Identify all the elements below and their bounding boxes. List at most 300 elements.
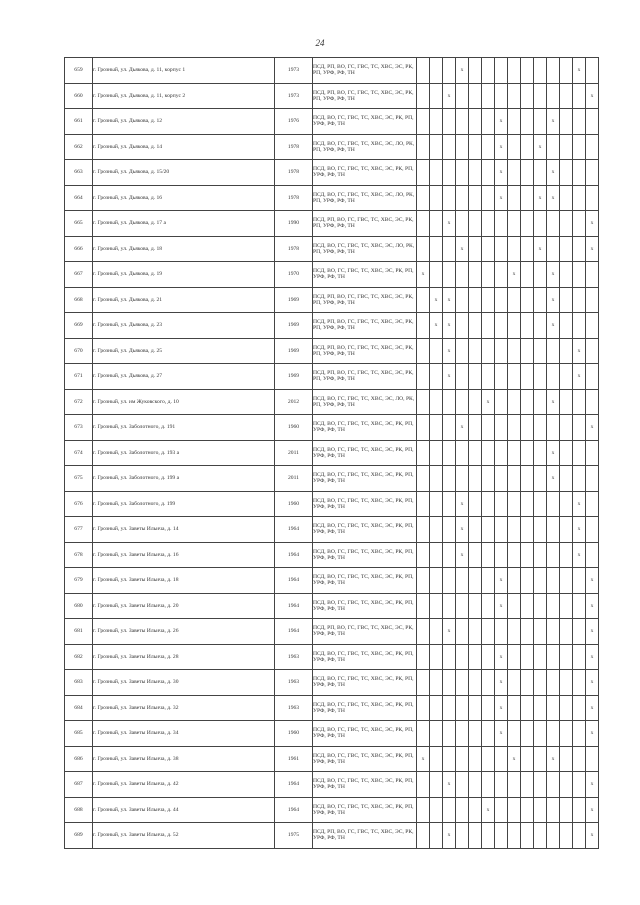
row-number-cell: 661 — [65, 109, 93, 135]
mark-cell: x — [586, 797, 599, 823]
mark-cell: x — [456, 542, 469, 568]
mark-cell — [547, 58, 560, 84]
mark-cell — [469, 313, 482, 339]
mark-cell — [456, 109, 469, 135]
row-number-cell: 665 — [65, 211, 93, 237]
mark-cell: x — [586, 83, 599, 109]
mark-cell — [508, 109, 521, 135]
mark-cell — [586, 313, 599, 339]
mark-cell — [508, 313, 521, 339]
mark-cell — [469, 593, 482, 619]
mark-cell — [534, 772, 547, 798]
mark-cell — [534, 823, 547, 849]
mark-cell — [573, 695, 586, 721]
mark-cell — [495, 58, 508, 84]
mark-cell — [495, 542, 508, 568]
mark-cell — [456, 746, 469, 772]
mark-cell — [456, 313, 469, 339]
mark-cell — [560, 619, 573, 645]
row-number-cell: 679 — [65, 568, 93, 594]
mark-cell: x — [586, 415, 599, 441]
mark-cell — [469, 262, 482, 288]
mark-cell — [430, 109, 443, 135]
mark-cell — [482, 542, 495, 568]
mark-cell — [430, 364, 443, 390]
systems-cell: ПСД, ВО, ГС, ГВС, ТС, ХВС, ЭС, РК, РП, УРФ, РФ, ТН — [313, 517, 417, 543]
mark-cell — [482, 160, 495, 186]
table-row — [65, 695, 599, 721]
mark-cell — [560, 287, 573, 313]
mark-cell — [586, 109, 599, 135]
mark-cell — [482, 58, 495, 84]
mark-cell — [469, 58, 482, 84]
mark-cell: x — [443, 772, 456, 798]
mark-cell — [443, 517, 456, 543]
address-cell: г. Грозный, ул. Заветы Ильича, д. 14 — [93, 517, 275, 543]
mark-cell — [417, 440, 430, 466]
mark-cell — [482, 644, 495, 670]
mark-cell — [547, 721, 560, 747]
systems-cell: ПСД, ВО, ГС, ГВС, ТС, ХВС, ЭС, РК, РП, УРФ, РФ, ТН — [313, 440, 417, 466]
mark-cell — [547, 695, 560, 721]
year-cell: 1960 — [275, 491, 313, 517]
mark-cell — [560, 389, 573, 415]
mark-cell — [495, 211, 508, 237]
mark-cell — [469, 389, 482, 415]
table-row — [65, 823, 599, 849]
address-cell: г. Грозный, ул. им Жуковского, д. 10 — [93, 389, 275, 415]
row-number-cell: 667 — [65, 262, 93, 288]
mark-cell — [495, 313, 508, 339]
mark-cell — [482, 364, 495, 390]
row-number-cell: 662 — [65, 134, 93, 160]
mark-cell — [456, 619, 469, 645]
mark-cell — [417, 619, 430, 645]
mark-cell — [521, 593, 534, 619]
mark-cell — [521, 746, 534, 772]
mark-cell — [508, 287, 521, 313]
address-cell: г. Грозный, ул. Заветы Ильича, д. 20 — [93, 593, 275, 619]
row-number-cell: 675 — [65, 466, 93, 492]
mark-cell — [508, 466, 521, 492]
mark-cell — [573, 287, 586, 313]
mark-cell: x — [573, 338, 586, 364]
row-number-cell: 668 — [65, 287, 93, 313]
address-cell: г. Грозный, ул. Заветы Ильича, д. 18 — [93, 568, 275, 594]
mark-cell — [495, 83, 508, 109]
row-number-cell: 666 — [65, 236, 93, 262]
mark-cell — [443, 491, 456, 517]
mark-cell — [534, 211, 547, 237]
mark-cell — [521, 83, 534, 109]
mark-cell: x — [534, 236, 547, 262]
mark-cell: x — [456, 58, 469, 84]
mark-cell — [469, 644, 482, 670]
systems-cell: ПСД, ВО, ГС, ГВС, ТС, ХВС, ЭС, ЛО, РК, РП, УРФ, РФ, ТН — [313, 236, 417, 262]
table-row — [65, 364, 599, 390]
mark-cell — [521, 644, 534, 670]
mark-cell — [417, 670, 430, 696]
mark-cell — [417, 389, 430, 415]
mark-cell — [417, 109, 430, 135]
mark-cell — [508, 83, 521, 109]
address-cell: г. Грозный, ул. Заветы Ильича, д. 30 — [93, 670, 275, 696]
table-row — [65, 313, 599, 339]
mark-cell — [417, 83, 430, 109]
mark-cell — [521, 389, 534, 415]
address-cell: г. Грозный, ул. Заветы Ильича, д. 26 — [93, 619, 275, 645]
mark-cell — [443, 440, 456, 466]
mark-cell — [547, 797, 560, 823]
mark-cell — [443, 236, 456, 262]
mark-cell — [586, 542, 599, 568]
table-row — [65, 287, 599, 313]
row-number-cell: 681 — [65, 619, 93, 645]
mark-cell — [495, 287, 508, 313]
year-cell: 1970 — [275, 262, 313, 288]
mark-cell — [430, 568, 443, 594]
mark-cell: x — [586, 772, 599, 798]
systems-cell: ПСД, ВО, ГС, ГВС, ТС, ХВС, ЭС, РК, РП, УРФ, РФ, ТН — [313, 466, 417, 492]
mark-cell — [560, 746, 573, 772]
mark-cell — [521, 134, 534, 160]
mark-cell: x — [534, 134, 547, 160]
mark-cell — [495, 619, 508, 645]
mark-cell — [521, 466, 534, 492]
address-cell: г. Грозный, ул. Дьякова, д. 19 — [93, 262, 275, 288]
mark-cell — [560, 160, 573, 186]
mark-cell — [508, 644, 521, 670]
mark-cell — [469, 466, 482, 492]
table-row — [65, 491, 599, 517]
systems-cell: ПСД, ВО, ГС, ГВС, ТС, ХВС, ЭС, РК, РП, УРФ, РФ, ТН — [313, 109, 417, 135]
mark-cell — [456, 440, 469, 466]
mark-cell — [547, 134, 560, 160]
mark-cell — [430, 593, 443, 619]
mark-cell — [508, 134, 521, 160]
mark-cell — [508, 823, 521, 849]
row-number-cell: 682 — [65, 644, 93, 670]
mark-cell: x — [443, 211, 456, 237]
mark-cell — [560, 109, 573, 135]
mark-cell: x — [547, 389, 560, 415]
address-cell: г. Грозный, ул. Дьякова, д. 15/20 — [93, 160, 275, 186]
mark-cell — [456, 721, 469, 747]
mark-cell — [508, 440, 521, 466]
year-cell: 1990 — [275, 211, 313, 237]
mark-cell — [430, 185, 443, 211]
mark-cell — [534, 568, 547, 594]
mark-cell — [469, 211, 482, 237]
mark-cell — [430, 491, 443, 517]
mark-cell — [469, 134, 482, 160]
mark-cell — [443, 695, 456, 721]
mark-cell — [495, 338, 508, 364]
mark-cell: x — [547, 109, 560, 135]
mark-cell — [534, 338, 547, 364]
mark-cell: x — [495, 721, 508, 747]
address-cell: г. Грозный, ул. Заболотного, д. 199 — [93, 491, 275, 517]
row-number-cell: 684 — [65, 695, 93, 721]
mark-cell — [417, 160, 430, 186]
systems-cell: ПСД, ВО, ГС, ГВС, ТС, ХВС, ЭС, РК, РП, УРФ, РФ, ТН — [313, 746, 417, 772]
mark-cell — [482, 211, 495, 237]
mark-cell — [456, 211, 469, 237]
mark-cell — [495, 466, 508, 492]
mark-cell: x — [482, 797, 495, 823]
year-cell: 2012 — [275, 389, 313, 415]
mark-cell — [456, 262, 469, 288]
mark-cell — [547, 542, 560, 568]
table-row — [65, 593, 599, 619]
address-cell: г. Грозный, ул. Заветы Ильича, д. 34 — [93, 721, 275, 747]
mark-cell — [430, 619, 443, 645]
mark-cell — [508, 568, 521, 594]
mark-cell — [430, 746, 443, 772]
table-row — [65, 466, 599, 492]
mark-cell — [586, 746, 599, 772]
mark-cell — [560, 644, 573, 670]
mark-cell — [547, 568, 560, 594]
table-row — [65, 746, 599, 772]
mark-cell — [534, 491, 547, 517]
mark-cell — [534, 721, 547, 747]
table-row — [65, 542, 599, 568]
mark-cell — [586, 262, 599, 288]
mark-cell — [417, 466, 430, 492]
systems-cell: ПСД, ВО, ГС, ГВС, ТС, ХВС, ЭС, РК, РП, УРФ, РФ, ТН — [313, 593, 417, 619]
mark-cell — [443, 644, 456, 670]
mark-cell — [430, 644, 443, 670]
mark-cell — [469, 338, 482, 364]
mark-cell — [534, 466, 547, 492]
mark-cell — [495, 364, 508, 390]
mark-cell — [430, 236, 443, 262]
mark-cell: x — [443, 364, 456, 390]
mark-cell — [586, 185, 599, 211]
mark-cell — [456, 593, 469, 619]
row-number-cell: 663 — [65, 160, 93, 186]
mark-cell — [534, 83, 547, 109]
systems-cell: ПСД, ВО, ГС, ГВС, ТС, ХВС, ЭС, РК, РП, УРФ, РФ, ТН — [313, 695, 417, 721]
mark-cell — [443, 568, 456, 594]
mark-cell: x — [495, 160, 508, 186]
year-cell: 1978 — [275, 160, 313, 186]
mark-cell — [508, 772, 521, 798]
row-number-cell: 669 — [65, 313, 93, 339]
year-cell: 1969 — [275, 287, 313, 313]
systems-cell: ПСД, ВО, ГС, ГВС, ТС, ХВС, ЭС, РК, РП, УРФ, РФ, ТН — [313, 568, 417, 594]
mark-cell — [430, 695, 443, 721]
mark-cell — [417, 823, 430, 849]
year-cell: 1973 — [275, 83, 313, 109]
mark-cell — [521, 313, 534, 339]
systems-cell: ПСД, ВО, ГС, ГВС, ТС, ХВС, ЭС, РК, РП, УРФ, РФ, ТН — [313, 542, 417, 568]
mark-cell — [534, 109, 547, 135]
mark-cell — [560, 466, 573, 492]
year-cell: 1961 — [275, 746, 313, 772]
mark-cell: x — [586, 236, 599, 262]
mark-cell — [534, 160, 547, 186]
mark-cell — [482, 670, 495, 696]
mark-cell — [443, 160, 456, 186]
mark-cell — [573, 211, 586, 237]
mark-cell — [482, 185, 495, 211]
mark-cell — [560, 670, 573, 696]
year-cell: 1964 — [275, 797, 313, 823]
mark-cell: x — [495, 185, 508, 211]
mark-cell — [508, 364, 521, 390]
mark-cell: x — [573, 491, 586, 517]
mark-cell — [547, 491, 560, 517]
mark-cell — [456, 185, 469, 211]
mark-cell — [456, 389, 469, 415]
year-cell: 1975 — [275, 823, 313, 849]
table-row — [65, 568, 599, 594]
mark-cell — [534, 58, 547, 84]
mark-cell — [534, 593, 547, 619]
mark-cell — [482, 695, 495, 721]
mark-cell — [430, 772, 443, 798]
systems-cell: ПСД, РП, ВО, ГС, ГВС, ТС, ХВС, ЭС, РК, УРФ, РФ, ТН — [313, 823, 417, 849]
mark-cell — [586, 338, 599, 364]
mark-cell: x — [456, 415, 469, 441]
mark-cell — [417, 58, 430, 84]
mark-cell — [430, 797, 443, 823]
mark-cell — [430, 262, 443, 288]
mark-cell — [469, 797, 482, 823]
mark-cell — [469, 287, 482, 313]
mark-cell: x — [443, 313, 456, 339]
mark-cell — [456, 568, 469, 594]
row-number-cell: 672 — [65, 389, 93, 415]
systems-cell: ПСД, ВО, ГС, ГВС, ТС, ХВС, ЭС, РК, РП, УРФ, РФ, ТН — [313, 670, 417, 696]
mark-cell — [417, 313, 430, 339]
mark-cell — [573, 466, 586, 492]
mark-cell — [417, 721, 430, 747]
mark-cell — [482, 491, 495, 517]
mark-cell — [469, 364, 482, 390]
mark-cell — [417, 134, 430, 160]
mark-cell — [534, 644, 547, 670]
mark-cell — [521, 619, 534, 645]
mark-cell — [573, 109, 586, 135]
table-row — [65, 160, 599, 186]
mark-cell: x — [586, 593, 599, 619]
row-number-cell: 673 — [65, 415, 93, 441]
mark-cell — [560, 491, 573, 517]
mark-cell — [482, 83, 495, 109]
mark-cell — [430, 58, 443, 84]
mark-cell: x — [547, 466, 560, 492]
mark-cell: x — [417, 262, 430, 288]
systems-cell: ПСД, РП, ВО, ГС, ГВС, ТС, ХВС, ЭС, РК, РП, УРФ, РФ, ТН — [313, 58, 417, 84]
mark-cell — [430, 338, 443, 364]
mark-cell — [508, 542, 521, 568]
mark-cell — [417, 542, 430, 568]
systems-cell: ПСД, ВО, ГС, ГВС, ТС, ХВС, ЭС, РК, РП, УРФ, РФ, ТН — [313, 415, 417, 441]
mark-cell — [573, 236, 586, 262]
mark-cell — [534, 262, 547, 288]
mark-cell — [495, 746, 508, 772]
mark-cell — [521, 415, 534, 441]
mark-cell — [417, 185, 430, 211]
mark-cell — [560, 211, 573, 237]
mark-cell — [573, 568, 586, 594]
mark-cell — [547, 364, 560, 390]
mark-cell — [495, 440, 508, 466]
mark-cell — [508, 58, 521, 84]
mark-cell — [586, 491, 599, 517]
mark-cell: x — [443, 823, 456, 849]
mark-cell — [508, 593, 521, 619]
row-number-cell: 676 — [65, 491, 93, 517]
mark-cell — [469, 415, 482, 441]
mark-cell — [573, 670, 586, 696]
year-cell: 1964 — [275, 619, 313, 645]
mark-cell — [417, 287, 430, 313]
mark-cell — [573, 262, 586, 288]
address-cell: г. Грозный, ул. Заветы Ильича, д. 28 — [93, 644, 275, 670]
year-cell: 1978 — [275, 185, 313, 211]
address-cell: г. Грозный, ул. Заветы Ильича, д. 42 — [93, 772, 275, 798]
mark-cell — [560, 542, 573, 568]
mark-cell — [534, 517, 547, 543]
mark-cell — [456, 695, 469, 721]
mark-cell — [482, 262, 495, 288]
mark-cell — [443, 415, 456, 441]
mark-cell — [456, 338, 469, 364]
mark-cell — [469, 772, 482, 798]
mark-cell — [573, 823, 586, 849]
table-row — [65, 109, 599, 135]
mark-cell — [586, 160, 599, 186]
mark-cell — [417, 644, 430, 670]
mark-cell — [482, 313, 495, 339]
mark-cell — [560, 134, 573, 160]
mark-cell — [573, 772, 586, 798]
table-row — [65, 58, 599, 84]
mark-cell — [469, 670, 482, 696]
mark-cell — [560, 415, 573, 441]
mark-cell — [508, 721, 521, 747]
mark-cell — [482, 415, 495, 441]
housing-registry-table — [64, 57, 599, 849]
mark-cell — [560, 772, 573, 798]
mark-cell — [560, 58, 573, 84]
mark-cell — [482, 823, 495, 849]
systems-cell: ПСД, ВО, ГС, ГВС, ТС, ХВС, ЭС, РК, РП, УРФ, РФ, ТН — [313, 721, 417, 747]
mark-cell — [521, 491, 534, 517]
mark-cell — [573, 313, 586, 339]
mark-cell — [573, 593, 586, 619]
mark-cell — [547, 823, 560, 849]
mark-cell: x — [586, 619, 599, 645]
mark-cell — [456, 160, 469, 186]
mark-cell — [469, 746, 482, 772]
mark-cell — [430, 670, 443, 696]
mark-cell — [521, 211, 534, 237]
address-cell: г. Грозный, ул. Заболотного, д. 199 а — [93, 466, 275, 492]
address-cell: г. Грозный, ул. Дьякова, д. 27 — [93, 364, 275, 390]
table-row — [65, 338, 599, 364]
year-cell: 1978 — [275, 134, 313, 160]
year-cell: 1969 — [275, 313, 313, 339]
systems-cell: ПСД, ВО, ГС, ГВС, ТС, ХВС, ЭС, РК, РП, УРФ, РФ, ТН — [313, 262, 417, 288]
mark-cell — [521, 823, 534, 849]
address-cell: г. Грозный, ул. Заболотного, д. 191 — [93, 415, 275, 441]
mark-cell — [547, 772, 560, 798]
